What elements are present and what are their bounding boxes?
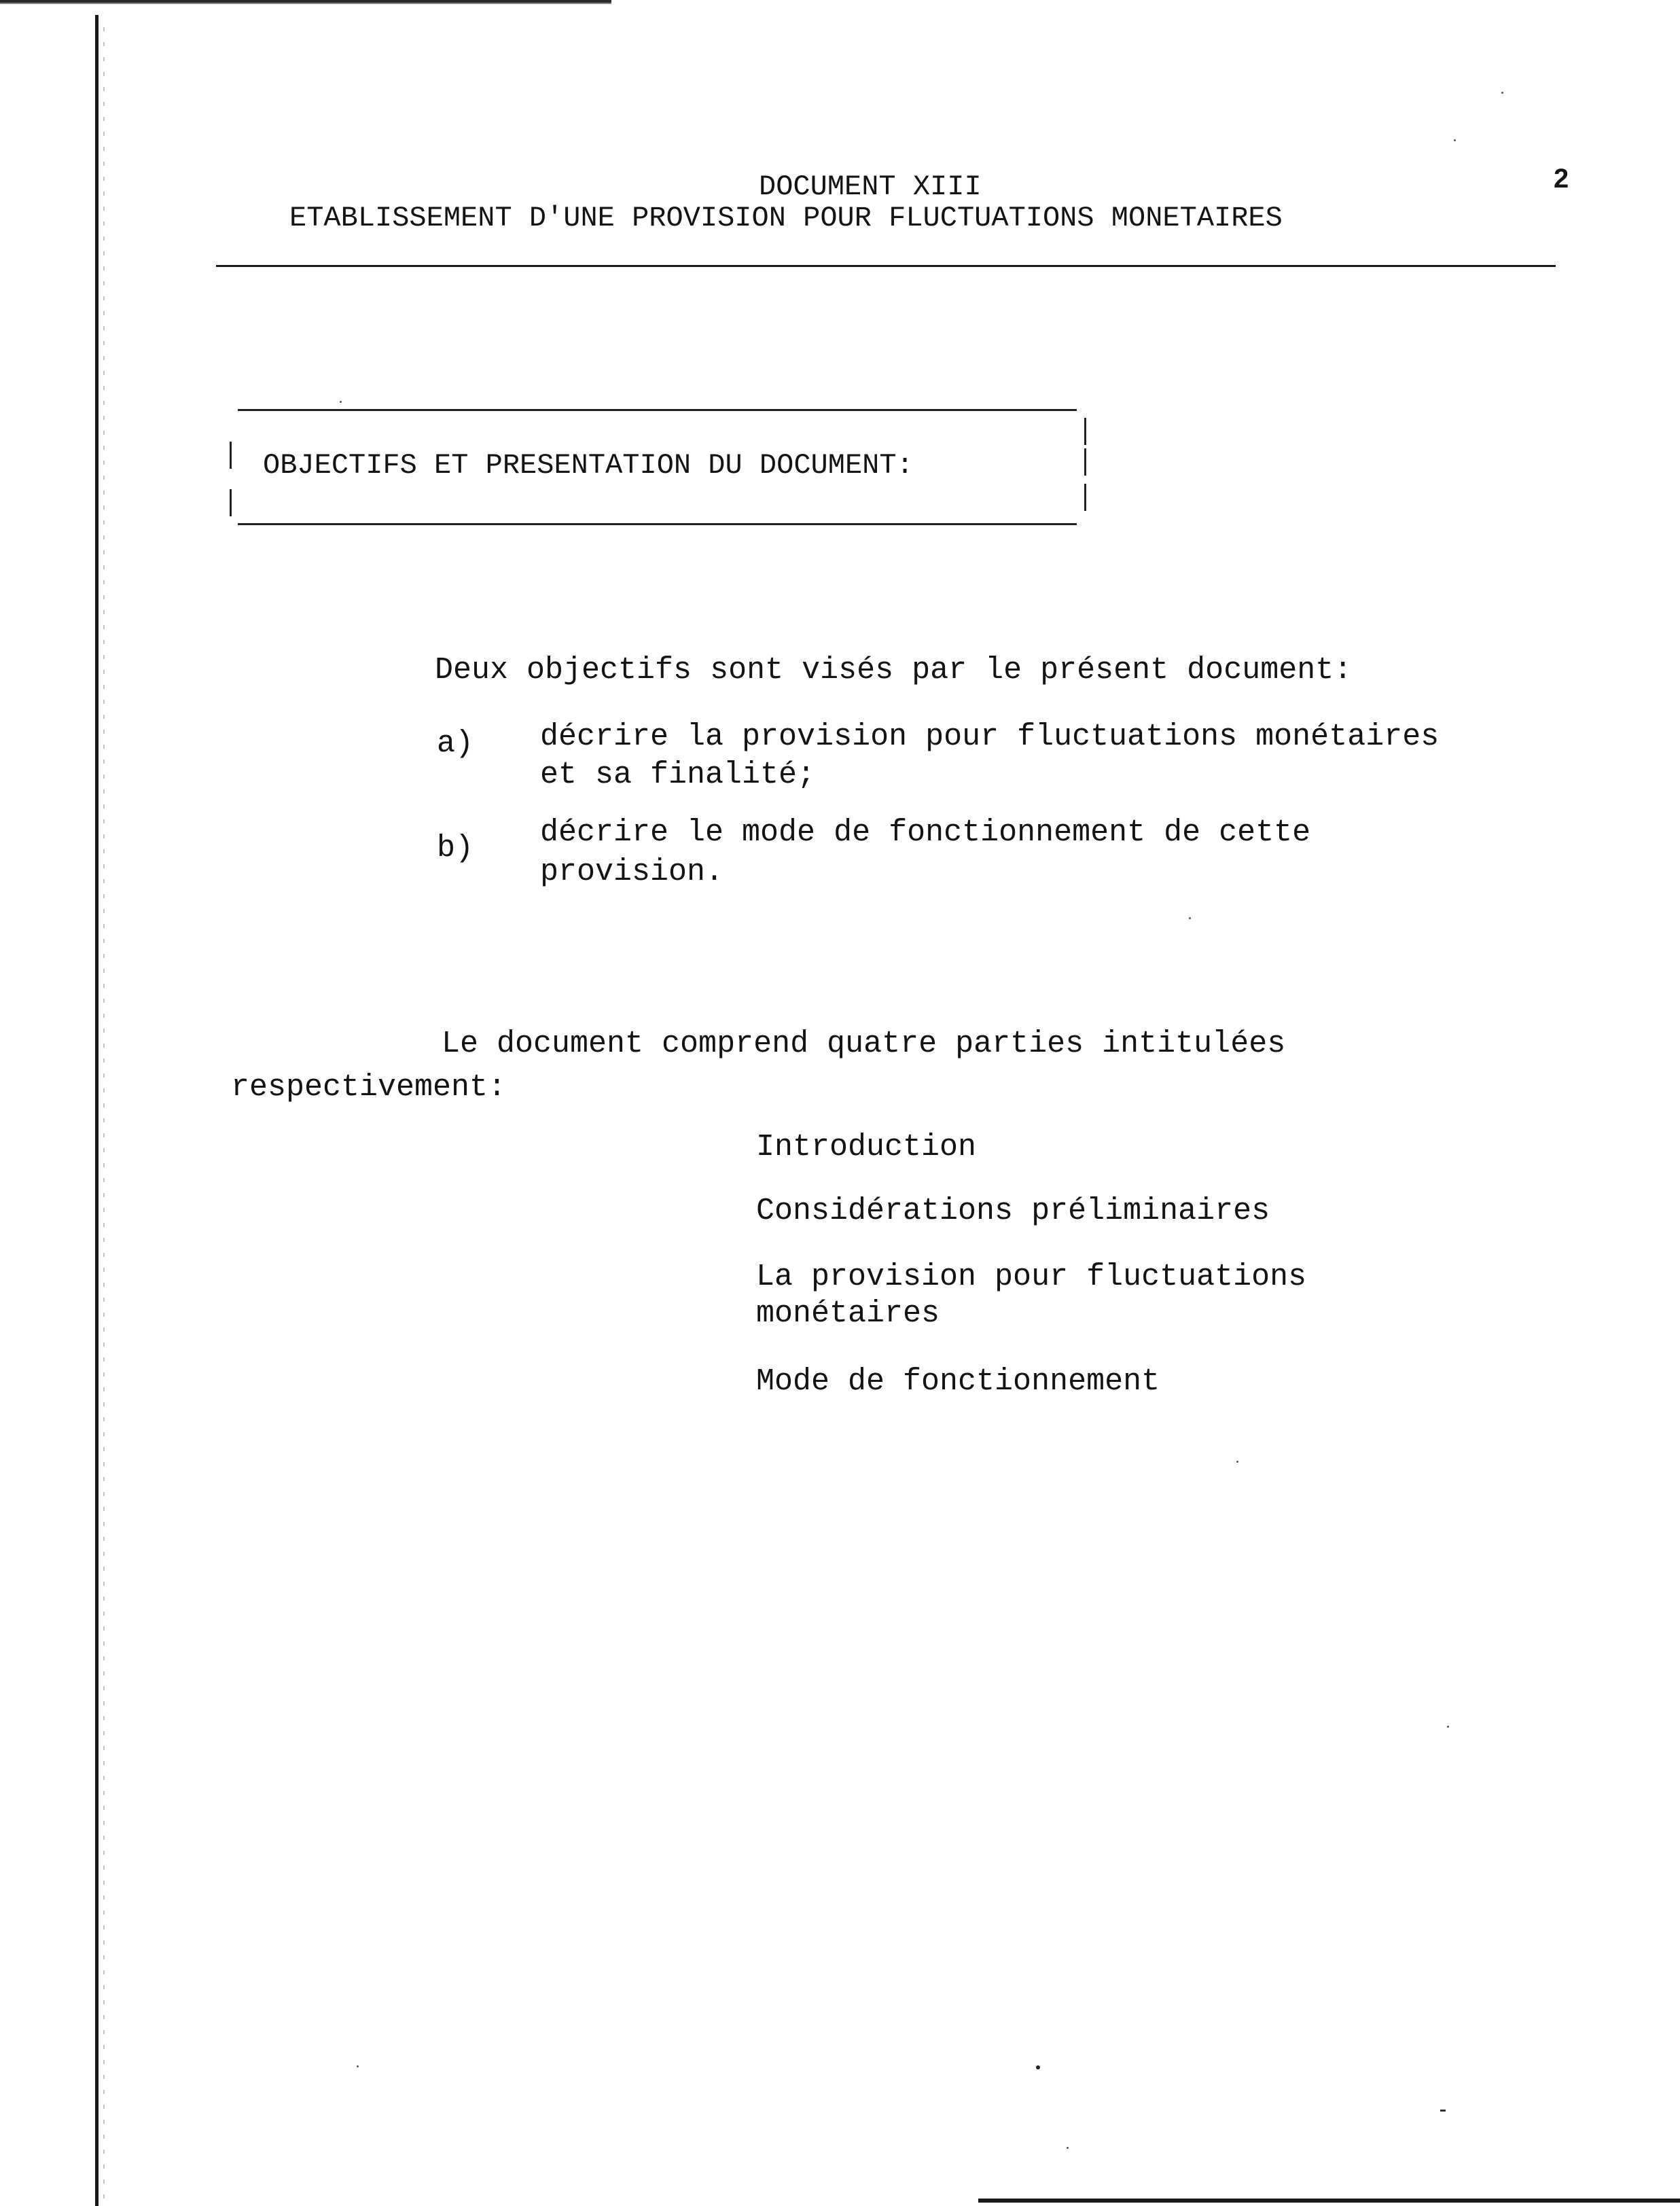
structure-intro-line: respectivement: [231, 1070, 507, 1105]
box-border-left [230, 442, 232, 469]
scan-speck [1447, 1726, 1449, 1728]
box-border-left [230, 489, 232, 516]
objective-text-line: décrire le mode de fonctionnement de cette [540, 815, 1311, 850]
scan-speck [1440, 2110, 1446, 2112]
objective-text-line: provision. [540, 855, 724, 889]
part-title: Mode de fonctionnement [756, 1364, 1160, 1399]
scan-speck [340, 401, 342, 403]
objective-label: a) [437, 726, 474, 761]
objective-text-line: décrire la provision pour fluctuations monétaires [540, 719, 1440, 754]
page-number: 2 [1554, 164, 1569, 194]
objective-text-line: et sa finalité; [540, 758, 816, 792]
box-border-bottom [238, 523, 1077, 525]
scan-speck [1454, 139, 1456, 141]
scan-speck [1501, 92, 1503, 94]
part-title: La provision pour fluctuations [756, 1260, 1307, 1294]
scan-edge-left [95, 15, 99, 2206]
scan-speck [1067, 2147, 1069, 2149]
scan-speck [1236, 1461, 1238, 1463]
scan-speck [1036, 2065, 1040, 2069]
scan-speck [1189, 917, 1191, 919]
part-title: Introduction [756, 1130, 977, 1164]
document-title: ETABLISSEMENT D'UNE PROVISION POUR FLUCTUATIONS MONETAIRES [289, 202, 1283, 234]
scan-speck [357, 2065, 359, 2067]
scan-edge-top [0, 0, 611, 5]
document-number: DOCUMENT XIII [759, 171, 982, 203]
section-title: OBJECTIFS ET PRESENTATION DU DOCUMENT: [263, 449, 914, 482]
part-title: Considérations préliminaires [756, 1194, 1270, 1228]
box-border-right [1084, 484, 1086, 511]
part-title: monétaires [756, 1296, 940, 1331]
box-border-top [238, 409, 1077, 411]
objectives-intro: Deux objectifs sont visés par le présent document: [435, 653, 1353, 688]
objective-label: b) [437, 831, 474, 866]
structure-intro-line: Le document comprend quatre parties intitulées [442, 1027, 1286, 1061]
scan-edge-left-shadow [103, 27, 105, 2201]
header-rule [216, 265, 1556, 267]
box-border-right [1084, 448, 1086, 476]
box-border-right [1084, 418, 1086, 445]
scan-edge-bottom [978, 2199, 1680, 2203]
